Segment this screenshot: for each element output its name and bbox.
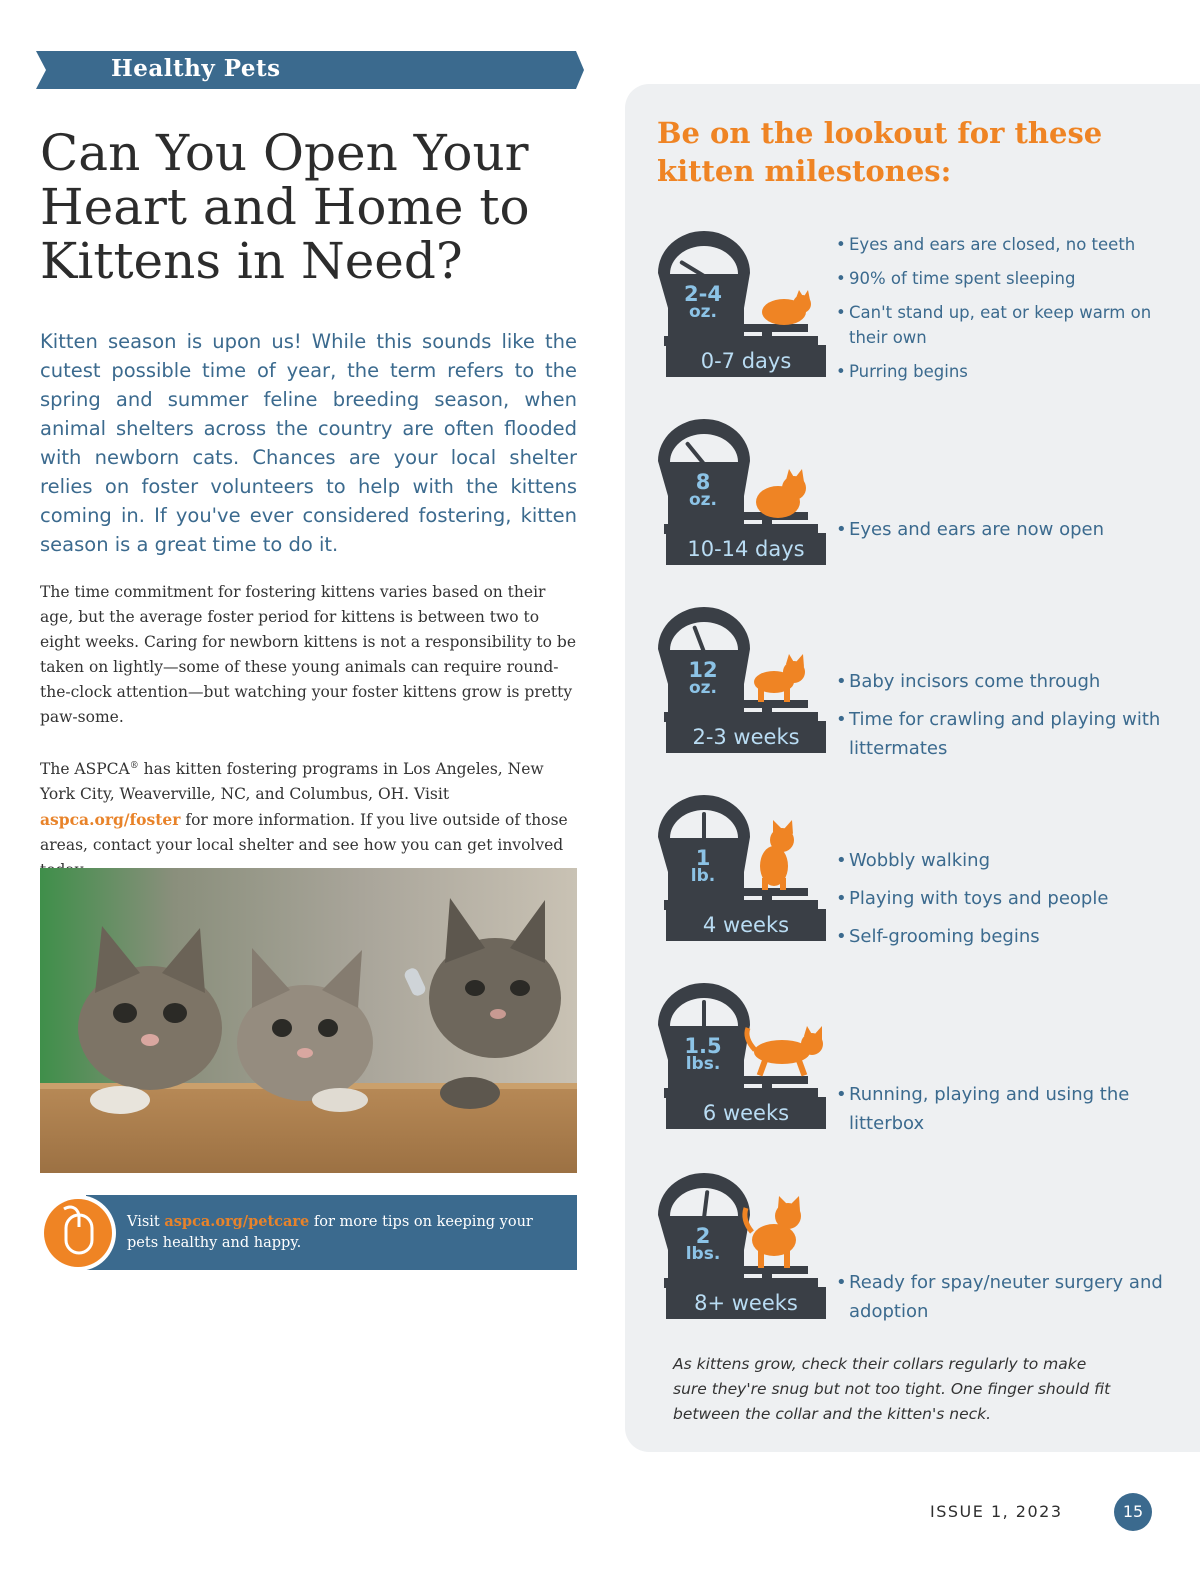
scale-weight-value: 1.5 bbox=[684, 1034, 722, 1058]
section-title: Healthy Pets bbox=[111, 55, 281, 82]
milestone-bullet: • Wobbly walking bbox=[836, 846, 1186, 875]
milestone-bullet: • 90% of time spent sleeping bbox=[836, 266, 1186, 291]
body-paragraph-1: The time commitment for fostering kittens varies based on their age, but the average foster period for kittens is between two to eight weeks. Caring for newborn kittens is not a responsibility to be taken on lightly—some of these young animals can require round-the-clock attention—but watching your foster kittens grow is pretty paw-some. bbox=[40, 583, 576, 726]
scale-age-label: 8+ weeks bbox=[694, 1291, 798, 1315]
scale-weight-value: 2-4 bbox=[684, 282, 722, 306]
scale-age-label: 2-3 weeks bbox=[692, 725, 800, 749]
body2-text-start: The ASPCA bbox=[40, 760, 130, 779]
petcare-tip-box bbox=[86, 1195, 577, 1270]
scale-age-label: 4 weeks bbox=[702, 913, 790, 937]
scale-weight-value: 8 bbox=[695, 470, 711, 494]
article-headline: Can You Open Your Heart and Home to Kittens in Need? bbox=[40, 124, 530, 290]
scale-age-label: 0-7 days bbox=[700, 349, 792, 373]
milestone-bullet: • Eyes and ears are now open bbox=[836, 515, 1186, 544]
body2-text-end: for more information. If you live outside of those areas, contact your local shelter and see how you can get involved bbox=[40, 811, 568, 855]
scale-weight-unit: oz. bbox=[688, 678, 718, 698]
tip-text-end: for more tips on keeping your pets healthy and happy. bbox=[127, 1214, 533, 1251]
weight-scale bbox=[652, 416, 832, 576]
collar-note: As kittens grow, check their collars regularly to make sure they're snug but not too tight. One finger should fit between the collar and the kitten's neck. bbox=[673, 1355, 1111, 1423]
weight-scale bbox=[652, 980, 832, 1140]
milestone-bullet: • Playing with toys and people bbox=[836, 884, 1186, 913]
scale-weight-unit: lbs. bbox=[685, 1244, 721, 1264]
section-banner bbox=[36, 51, 584, 89]
scale-weight-value: 1 bbox=[695, 846, 711, 870]
scale-weight-unit: oz. bbox=[688, 302, 718, 322]
registered-mark: ® bbox=[129, 761, 139, 771]
milestone-bullet: • Running, playing and using the litterbox bbox=[836, 1080, 1186, 1138]
milestone-bullets bbox=[836, 846, 1186, 960]
page-number: 15 bbox=[1114, 1493, 1152, 1531]
scale-age-label: 10-14 days bbox=[687, 537, 805, 561]
petcare-link[interactable]: aspca.org/petcare bbox=[164, 1213, 310, 1230]
milestone-bullet: • Time for crawling and playing with littermates bbox=[836, 705, 1186, 763]
kittens-photo bbox=[40, 868, 577, 1173]
milestone-bullets bbox=[836, 232, 1186, 393]
scale-weight-value: 2 bbox=[695, 1224, 711, 1248]
milestone-bullet: • Eyes and ears are closed, no teeth bbox=[836, 232, 1186, 257]
body2-text-mid: has kitten fostering programs in Los Angeles, New York City, Weaverville, NC, and Columbus, OH. Visit bbox=[40, 760, 544, 804]
issue-label: ISSUE 1, 2023 bbox=[930, 1502, 1063, 1521]
petcare-tip-text bbox=[127, 1211, 557, 1254]
milestone-bullet: • Ready for spay/neuter surgery and adoption bbox=[836, 1268, 1186, 1326]
lead-paragraph: Kitten season is upon us! While this sounds like the cutest possible time of year, the term refers to the spring and summer feline breeding season, when animal shelters across the country are often flooded with newborn cats. Chances are your local shelter relies on foster volunteers to help with the kittens coming in. If you've ever considered fostering, kitten season is a great time to do it. bbox=[40, 330, 577, 556]
tip-text-start: Visit bbox=[127, 1214, 165, 1230]
weight-scale bbox=[652, 1170, 832, 1330]
body-paragraph-2 bbox=[40, 754, 577, 883]
milestone-bullet: • Purring begins bbox=[836, 359, 1186, 384]
weight-scale bbox=[652, 792, 832, 952]
scale-weight-unit: lb. bbox=[690, 866, 716, 886]
weight-scale bbox=[652, 604, 832, 764]
foster-link[interactable]: aspca.org/foster bbox=[40, 810, 181, 830]
milestone-bullets bbox=[836, 1080, 1186, 1147]
milestone-bullet: • Baby incisors come through bbox=[836, 667, 1186, 696]
milestone-bullets bbox=[836, 515, 1186, 553]
weight-scale bbox=[652, 228, 832, 388]
scale-age-label: 6 weeks bbox=[702, 1101, 790, 1125]
scale-weight-unit: oz. bbox=[688, 490, 718, 510]
milestone-bullet: • Self-grooming begins bbox=[836, 922, 1186, 951]
milestone-bullets bbox=[836, 1268, 1186, 1335]
milestone-bullet: • Can't stand up, eat or keep warm on their own bbox=[836, 300, 1186, 350]
milestones-title: Be on the lookout for these kitten milestones: bbox=[657, 116, 1103, 188]
milestone-bullets bbox=[836, 667, 1186, 772]
scale-weight-unit: lbs. bbox=[685, 1054, 721, 1074]
scale-weight-value: 12 bbox=[688, 658, 718, 682]
computer-mouse-icon bbox=[44, 1199, 112, 1267]
